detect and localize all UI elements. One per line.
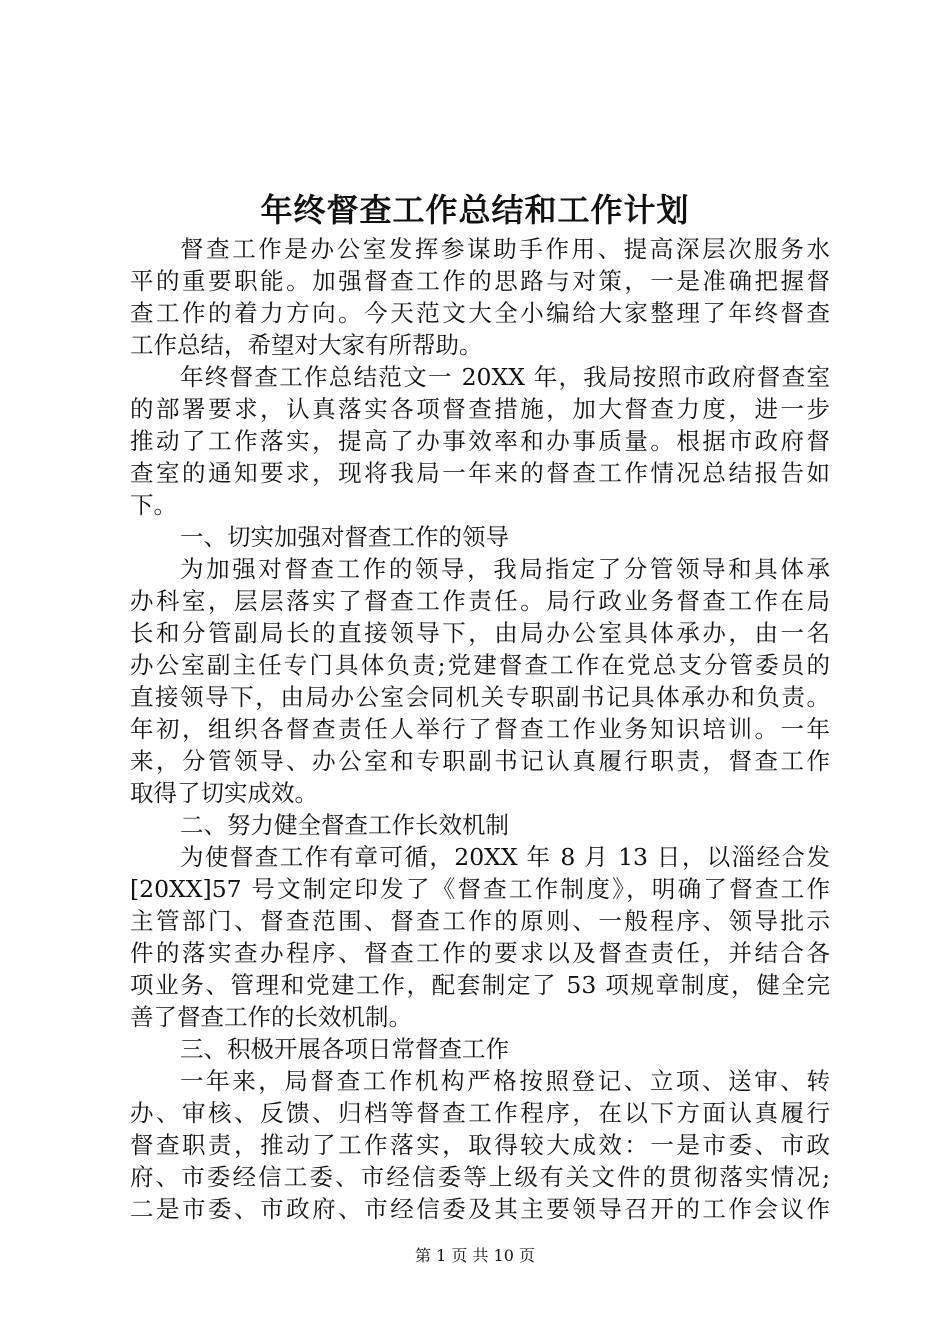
text-line: 办、审核、反馈、归档等督查工作程序，在以下方面认真履行 — [130, 1099, 830, 1127]
text-line: 三、积极开展各项日常督查工作 — [180, 1035, 509, 1063]
text-line: 为使督查工作有章可循，20XX 年 8 月 13 日，以淄经合发 — [180, 843, 830, 871]
text-line: 二是市委、市政府、市经信委及其主要领导召开的工作会议作 — [130, 1195, 830, 1223]
page-footer: 第 1 页 共 10 页 — [415, 1246, 535, 1265]
text-line: 办公室副主任专门具体负责;党建督查工作在党总支分管委员的 — [130, 651, 830, 679]
text-line: 的部署要求，认真落实各项督查措施，加大督查力度，进一步 — [130, 395, 830, 423]
text-line: 善了督查工作的长效机制。 — [130, 1003, 412, 1031]
text-line: 查工作的着力方向。今天范文大全小编给大家整理了年终督查 — [130, 299, 830, 327]
text-line: 推动了工作落实，提高了办事效率和办事质量。根据市政府督 — [130, 427, 830, 455]
text-line: 年初，组织各督查责任人举行了督查工作业务知识培训。一年 — [130, 715, 830, 743]
text-line: 府、市委经信工委、市经信委等上级有关文件的贯彻落实情况; — [130, 1163, 830, 1191]
text-line: 一年来，局督查工作机构严格按照登记、立项、送审、转 — [180, 1067, 830, 1095]
text-line: 督查职责，推动了工作落实，取得较大成效：一是市委、市政 — [130, 1131, 830, 1159]
text-line: 直接领导下，由局办公室会同机关专职副书记具体承办和负责。 — [130, 683, 830, 711]
document-body — [130, 233, 830, 1225]
document-title: 年终督查工作总结和工作计划 — [260, 191, 690, 229]
text-line: 一、切实加强对督查工作的领导 — [180, 523, 509, 551]
text-line: 查室的通知要求，现将我局一年来的督查工作情况总结报告如 — [130, 459, 830, 487]
text-line: 来，分管领导、办公室和专职副书记认真履行职责，督查工作 — [130, 747, 830, 775]
text-line: [20XX]57 号文制定印发了《督查工作制度》，明确了督查工作 — [130, 875, 830, 903]
text-line: 件的落实查办程序、督查工作的要求以及督查责任，并结合各 — [130, 939, 830, 967]
text-line: 取得了切实成效。 — [130, 779, 318, 807]
text-line: 办科室，层层落实了督查工作责任。局行政业务督查工作在局 — [130, 587, 830, 615]
text-line: 项业务、管理和党建工作，配套制定了 53 项规章制度，健全完 — [130, 971, 830, 999]
text-line: 年终督查工作总结范文一 20XX 年，我局按照市政府督查室 — [180, 363, 830, 391]
text-line: 为加强对督查工作的领导，我局指定了分管领导和具体承 — [180, 555, 830, 583]
text-line: 平的重要职能。加强督查工作的思路与对策，一是准确把握督 — [130, 267, 830, 295]
text-line: 二、努力健全督查工作长效机制 — [180, 811, 509, 839]
text-line: 长和分管副局长的直接领导下，由局办公室具体承办，由一名 — [130, 619, 830, 647]
text-line: 工作总结，希望对大家有所帮助。 — [130, 331, 483, 359]
text-line: 下。 — [130, 491, 177, 519]
text-line: 主管部门、督查范围、督查工作的原则、一般程序、领导批示 — [130, 907, 830, 935]
text-line: 督查工作是办公室发挥参谋助手作用、提高深层次服务水 — [180, 235, 830, 263]
